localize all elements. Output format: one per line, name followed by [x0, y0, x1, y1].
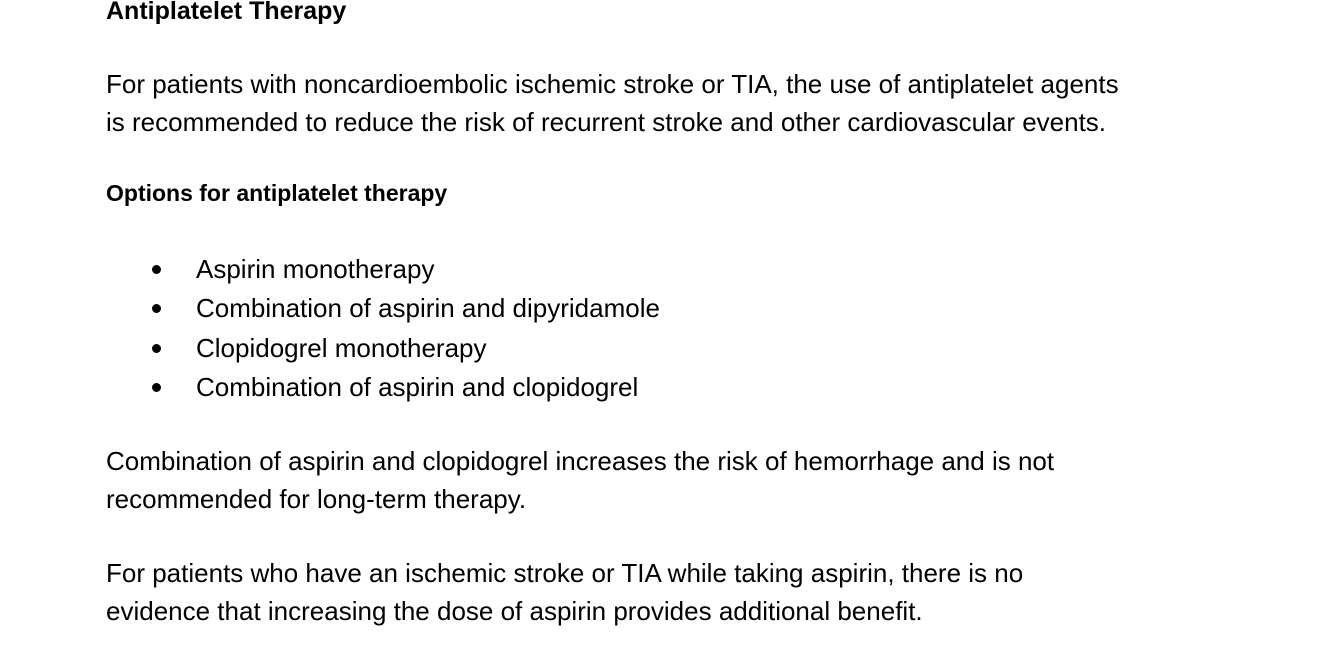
- aspirin-failure-line-2: evidence that increasing the dose of aspirin provides additional benefit.: [106, 596, 923, 626]
- section-heading: Antiplatelet Therapy: [106, 0, 347, 25]
- list-item-text: Combination of aspirin and clopidogrel: [196, 371, 639, 402]
- bullet-icon: [152, 304, 161, 313]
- warning-paragraph: [106, 442, 1054, 518]
- list-item-text: Clopidogrel monotherapy: [196, 332, 487, 363]
- warning-line-2: recommended for long-term therapy.: [106, 484, 527, 514]
- options-heading: Options for antiplatelet therapy: [106, 180, 448, 206]
- bullet-icon: [152, 344, 161, 353]
- intro-line-2: is recommended to reduce the risk of recurrent stroke and other cardiovascular events.: [106, 107, 1107, 137]
- aspirin-failure-line-1: For patients who have an ischemic stroke or TIA while taking aspirin, there is no: [106, 558, 1024, 588]
- intro-line-1: For patients with noncardioembolic ischemic stroke or TIA, the use of antiplatelet agents: [106, 69, 1119, 99]
- bullet-icon: [152, 265, 161, 274]
- warning-line-1: Combination of aspirin and clopidogrel increases the risk of hemorrhage and is not: [106, 446, 1055, 476]
- aspirin-failure-paragraph: [106, 554, 1023, 630]
- list-item-text: Aspirin monotherapy: [196, 254, 435, 284]
- bullet-icon: [152, 383, 161, 392]
- list-item-text: Combination of aspirin and dipyridamole: [196, 293, 660, 324]
- intro-paragraph: [106, 65, 1119, 141]
